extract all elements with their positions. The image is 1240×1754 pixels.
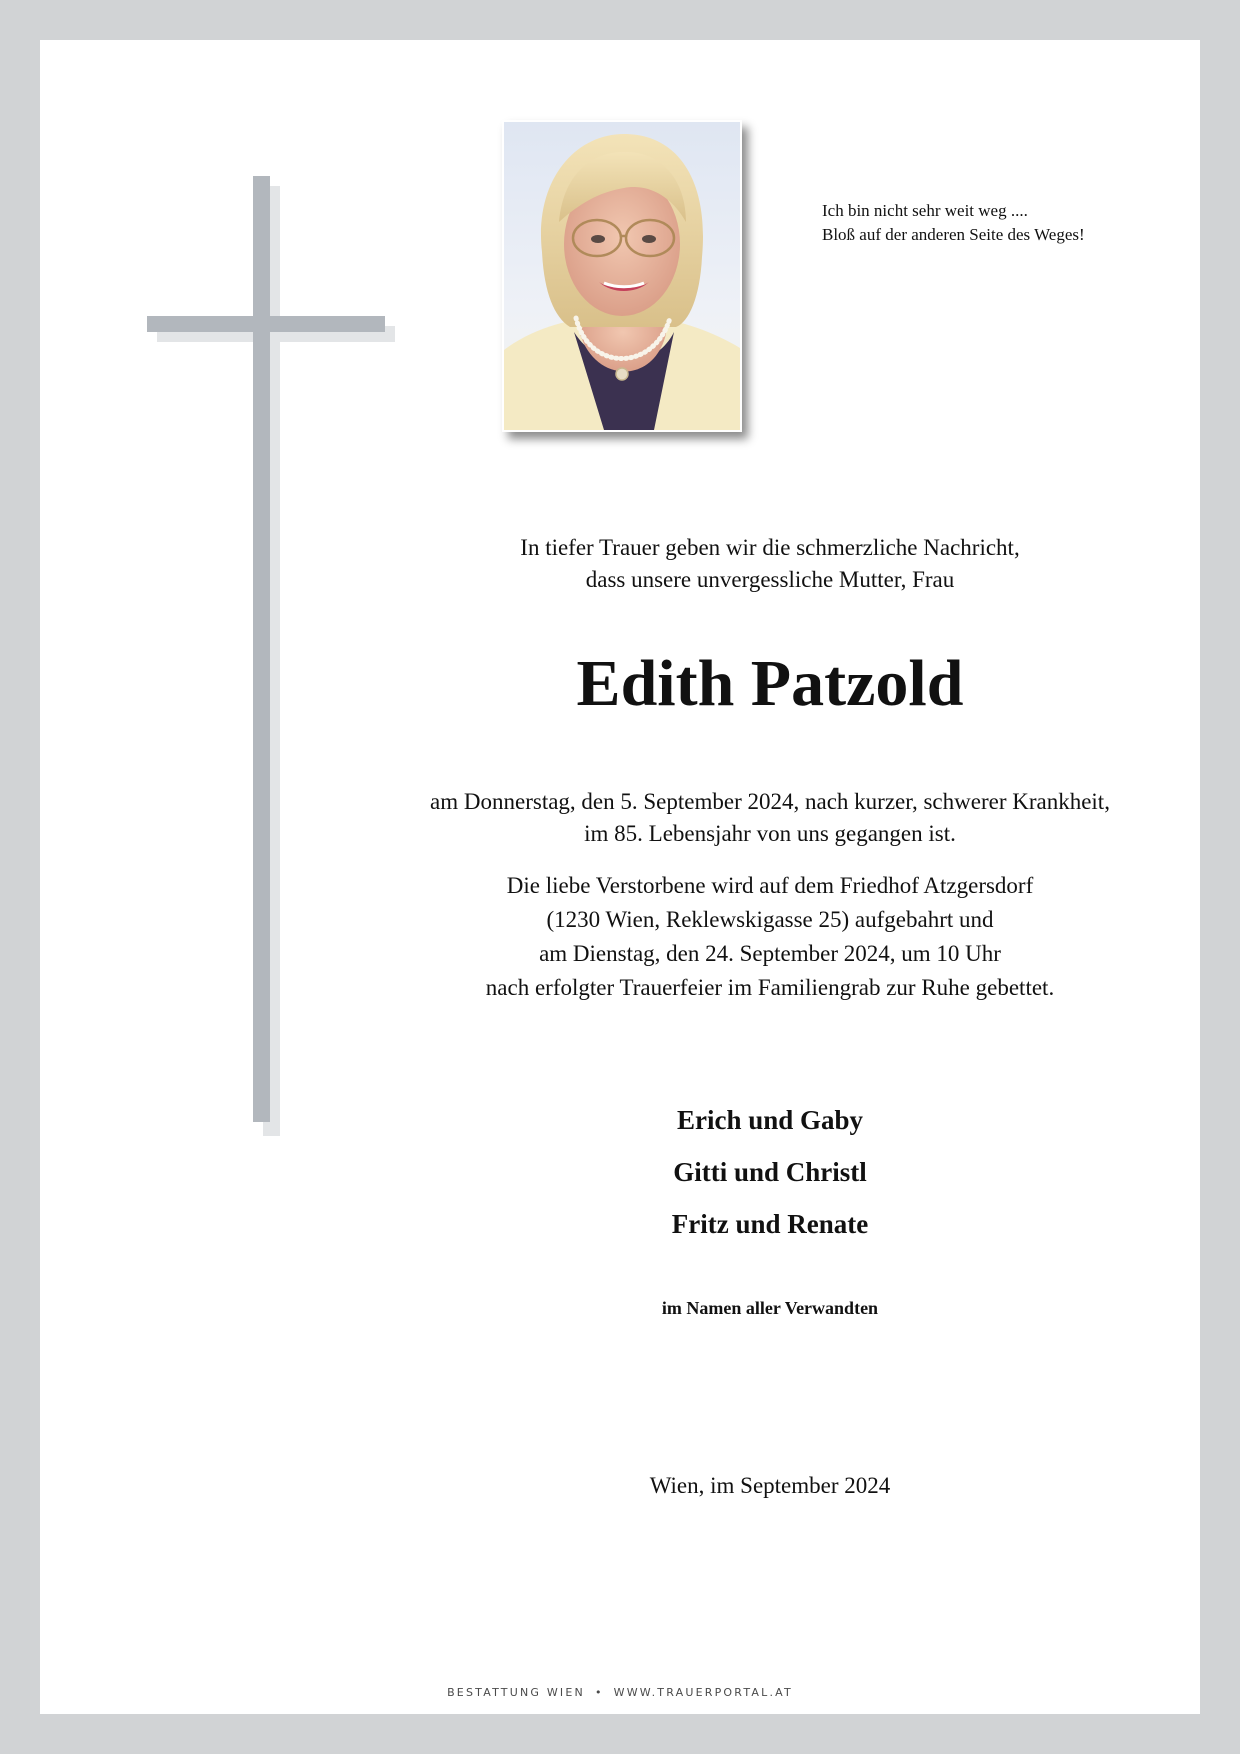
death-line-2: im 85. Lebensjahr von uns gegangen ist. (584, 821, 956, 846)
death-notice (300, 786, 1240, 850)
mourner-name: Fritz und Renate (671, 1209, 869, 1239)
burial-line-1: Die liebe Verstorbene wird auf dem Friedhof Atzgersdorf (506, 873, 1034, 898)
cross-vertical-beam (253, 176, 270, 1122)
quote-line-2: Bloß auf der anderen Seite des Weges! (822, 225, 1085, 244)
death-line-1: am Donnerstag, den 5. September 2024, nach kurzer, schwerer Krankheit, (430, 789, 1110, 814)
intro-line-1: In tiefer Trauer geben wir die schmerzliche Nachricht, (520, 535, 1020, 560)
mourners-list (300, 1103, 1240, 1259)
intro-text (300, 532, 1240, 596)
cross-shadow-vertical (263, 186, 280, 1136)
mourner-name: Gitti und Christl (673, 1157, 867, 1187)
epitaph-quote (822, 199, 1162, 247)
burial-line-2: (1230 Wien, Reklewskigasse 25) aufgebahrt und (546, 907, 994, 932)
mourner-name: Erich und Gaby (676, 1105, 864, 1135)
footer-separator: • (594, 1686, 604, 1699)
burial-line-4: nach erfolgter Trauerfeier im Familiengrab zur Ruhe gebettet. (485, 975, 1055, 1000)
footer-website-link[interactable]: WWW.TRAUERPORTAL.AT (613, 1686, 793, 1699)
relatives-note: im Namen aller Verwandten (661, 1298, 879, 1318)
footer (40, 1686, 1200, 1699)
footer-company: BESTATTUNG WIEN (447, 1686, 585, 1699)
quote-line-1: Ich bin nicht sehr weit weg .... (822, 201, 1028, 220)
burial-line-3: am Dienstag, den 24. September 2024, um 10 Uhr (539, 941, 1001, 966)
portrait-photo (502, 120, 742, 432)
cross-horizontal-beam (147, 316, 385, 332)
burial-notice (300, 869, 1240, 1005)
obituary-sheet (40, 40, 1200, 1714)
place-date: Wien, im September 2024 (649, 1473, 891, 1498)
deceased-name: Edith Patzold (576, 647, 964, 720)
cross-shadow-horizontal (157, 326, 395, 342)
intro-line-2: dass unsere unvergessliche Mutter, Frau (585, 567, 955, 592)
